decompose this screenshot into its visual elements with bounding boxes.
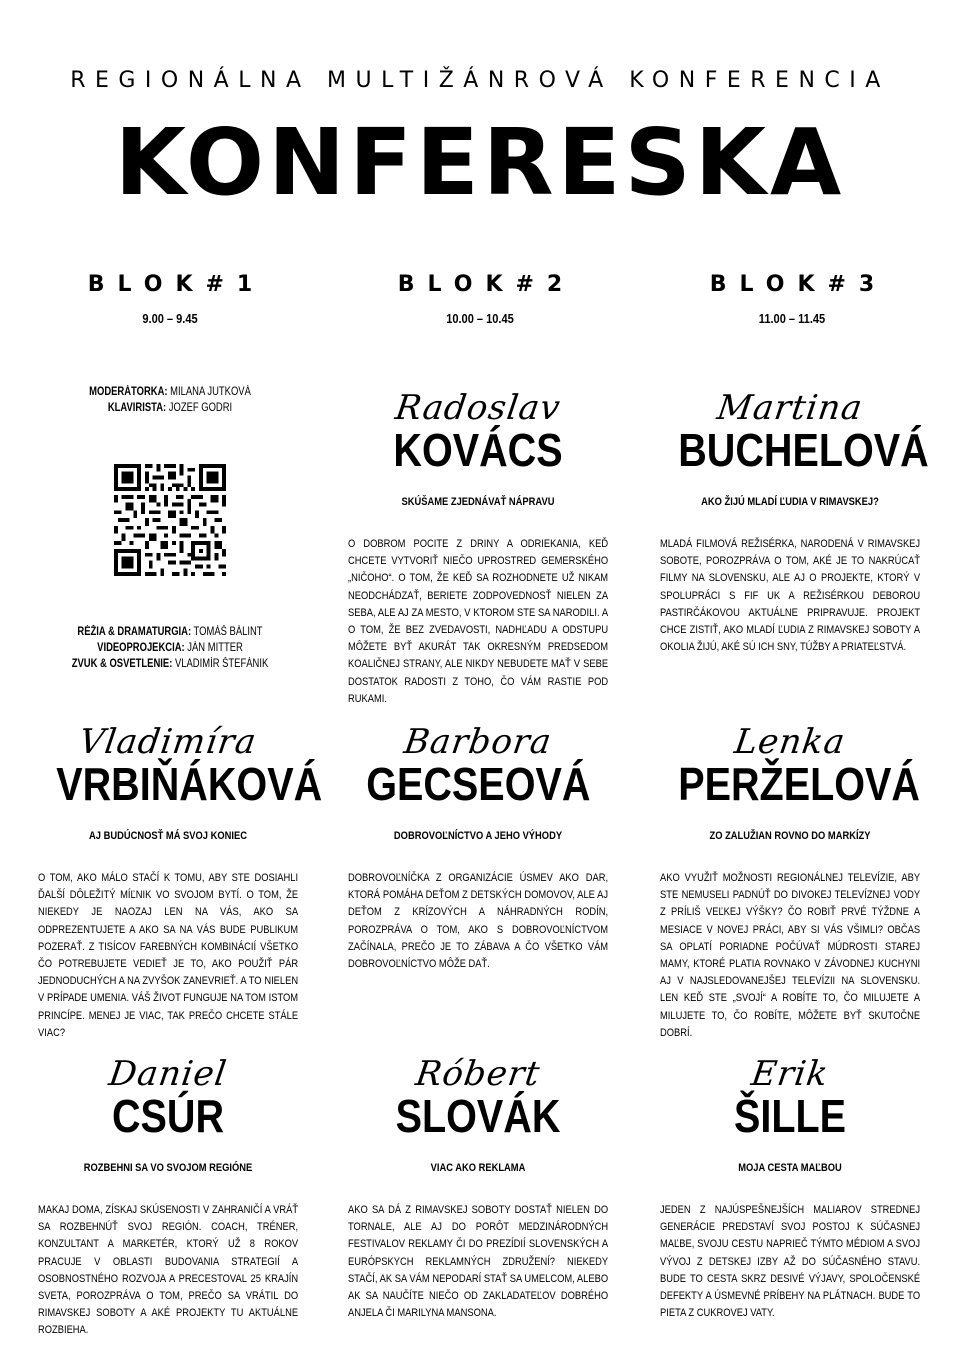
- moderator-label: MODERÁTORKA:: [89, 386, 168, 398]
- block-time: 9.00 – 9.45: [142, 311, 198, 326]
- speaker-first-name: Daniel: [106, 1054, 230, 1094]
- block-label: BLOK#2: [397, 272, 576, 297]
- moderator-name: MILANA JUTKOVÁ: [170, 386, 251, 398]
- speaker-last-name: KOVÁCS: [393, 424, 563, 476]
- speaker-last-name: BUCHELOVÁ: [678, 424, 929, 476]
- speaker-description: JEDEN Z NAJÚSPEŠNEJŠÍCH MALIAROV STREDNEJ GENERÁCIE PREDSTAVÍ SVOJ POSTOJ K SÚČASNEJ MAĽBE, SVOJU CESTU NAPRIEČ TÝMTO MÉDIOM A SVOJ VÝVOJ Z DETSKEJ IZBY AŽ DO SÚČASNÉHO STAVU. BUDE TO CESTA SKRZ DESIVÉ VÝJAVY, SPOLOČENSKÉ DEFEKTY A ÚSMEVNÉ PRÍBEHY NA PLÁTNACH. BUDE TO PIETA Z CUKROVEJ VATY.: [660, 1204, 921, 1320]
- direction-label: RÉŽIA & DRAMATURGIA:: [77, 626, 192, 638]
- direction-name: TOMÁŠ BÁLINT: [193, 626, 263, 638]
- speaker-buchelova: [660, 388, 929, 656]
- speaker-topic: ZO ZALUŽIAN ROVNO DO MARKÍZY: [709, 830, 871, 842]
- speaker-csur: [38, 1054, 298, 1340]
- speaker-topic: AJ BUDÚCNOSŤ MÁ SVOJ KONIEC: [89, 830, 247, 842]
- speaker-description: MLADÁ FILMOVÁ REŽISÉRKA, NARODENÁ V RIMAVSKEJ SOBOTE, POROZPRÁVA O TOM, AKÉ JE TO NAKRÚCAŤ FILMY NA SLOVENSKU, ALE AJ O PROJEKTE, KTORÝ V SPOLUPRÁCI S FIF UK A REŽISÉRKOU DEBOROU PASTIRČÁKOVOU AKTUÁLNE PRIPRAVUJE. PROJEKT CHCE ZISTIŤ, AKO MLADÍ ĽUDIA Z RIMAVSKEJ SOBOTY A OKOLIA ŽIJÚ, AKÉ SÚ ICH SNY, TÚŽBY A PRIATEĽSTVÁ.: [660, 538, 921, 654]
- speaker-last-name: PERŽELOVÁ: [678, 758, 920, 810]
- moderation-info: [0, 384, 340, 416]
- speaker-first-name: Martina: [714, 388, 866, 428]
- speaker-topic: AKO ŽIJÚ MLADÍ ĽUDIA V RIMAVSKEJ?: [701, 496, 879, 508]
- speaker-first-name: Radoslav: [392, 388, 564, 428]
- conference-title: KONFERESKA: [114, 109, 846, 216]
- video-label: VIDEOPROJEKCIA:: [97, 642, 185, 654]
- speaker-first-name: Róbert: [413, 1054, 543, 1094]
- block-time: 11.00 – 11.45: [758, 311, 826, 326]
- block-2-header: [320, 272, 640, 326]
- speaker-perzelova: [660, 722, 920, 1042]
- speaker-description: DOBROVOĽNÍČKA Z ORGANIZÁCIE ÚSMEV AKO DAR, KTORÁ POMÁHA DEŤOM Z DETSKÝCH DOMOVOV, ALE AJ DEŤOM Z KRÍZOVÝCH A NÁHRADNÝCH RODÍN, POROZPRÁVA O TOM, AKO S DOBROVOĽNÍCTVOM ZAČÍNALA, PREČO JE TO ZÁBAVA A ČO VŠETKO VÁM DOBROVOĽNÍCTVO MÔŽE DAŤ.: [348, 872, 609, 971]
- speaker-description: O DOBROM POCITE Z DRINY A ODRIEKANIA, KEĎ CHCETE VYTVORIŤ NIEČO UPROSTRED GEMERSKÉHO „NIČOHO“. O TOM, ŽE KEĎ SA ROZHODNETE UŽ NIKAM NEODCHÁDZAŤ, BERIETE ZODPOVEDNOSŤ NIELEN ZA SEBA, ALE AJ ZA MESTO, V KTOROM STE SA NARODILI. A O TOM, ŽE BEZ ZVEDAVOSTI, NADHĽADU A ODSTUPU MÔŽETE BYŤ AKURÁT TAK OKRESNÝM PREDSEDOM KOALIČNEJ STRANY, ALE NIKDY NEBUDETE MAŤ V SEBE DOSTATOK RADOSTI Z TOHO, ČO VÁM RASTIE POD RUKAMI.: [348, 538, 609, 705]
- sound-label: ZVUK & OSVETLENIE:: [71, 658, 173, 670]
- speaker-last-name: VRBIŇÁKOVÁ: [56, 758, 323, 810]
- speaker-slovak: [348, 1054, 608, 1322]
- speaker-description: MAKAJ DOMA, ZÍSKAJ SKÚSENOSTI V ZAHRANIČÍ A VRÁŤ SA ROZBEHNÚŤ SVOJ REGIÓN. COACH, TRÉNER, KONZULTANT A MARKETÉR, KTORÝ UŽ 8 ROKOV PRACUJE V OBLASTI BUDOVANIA STRATEGIÍ A OSOBNOSTNÉHO ROZVOJA A PRECESTOVAL 25 KRAJÍN SVETA, POROZPRÁVA O TOM, PREČO SA VRÁTIL DO RIMAVSKEJ SOBOTY A AKÉ PROJEKTY TU AKTUÁLNE ROZBIEHA.: [38, 1204, 299, 1337]
- speaker-first-name: Lenka: [731, 722, 849, 762]
- speaker-last-name: CSÚR: [111, 1090, 225, 1142]
- speaker-gecseova: [348, 722, 608, 973]
- speaker-description: O TOM, AKO MÁLO STAČÍ K TOMU, ABY STE DOSIAHLI ĎALŠÍ DÔLEŽITÝ MÍĽNIK VO SVOJOM BYTÍ. O TOM, ŽE NIEKEDY JE NAOZAJ LEN NA VÁS, AKO SA ODPREZENTUJETE A AKO SA NA VÁS BUDE PUBLIKUM POZERAŤ. Z TISÍCOV FAREBNÝCH KOMBINÁCIÍ VŠETKO ČO POTREBUJETE VEDIEŤ JE TO, AKO POUŽIŤ PÁR JEDNODUCHÝCH A NA ZVYŠOK ZANEVRIEŤ. A TO NIELEN V PRÍPADE UMENIA. VÁŠ ŽIVOT FUNGUJE NA TOM ISTOM PRINCÍPE. MENEJ JE VIAC, TAK PREČO CHCETE STÁLE VIAC?: [38, 872, 299, 1039]
- block-1-header: [10, 272, 330, 326]
- speaker-topic: MOJA CESTA MAĽBOU: [738, 1162, 842, 1174]
- speaker-description: AKO SA DÁ Z RIMAVSKEJ SOBOTY DOSTAŤ NIELEN DO TORNALE, ALE AJ DO PORÔT MEDZINÁRODNÝCH FESTIVALOV REKLAMY ČI DO PREZÍDIÍ SLOVENSKÝCH A EURÓPSKYCH REKLAMNÝCH ZDRUŽENÍ? NIEKEDY STAČÍ, AK SA VÁM NEPODARÍ STAŤ SA UMELCOM, ALEBO AK SA NAUČÍTE NIEČO OD ZAKLADATEĽOV DOBRÉHO ANJELA ČI MARILYNA MANSONA.: [348, 1204, 609, 1320]
- qr-code-icon[interactable]: [114, 464, 226, 576]
- speaker-first-name: Vladimíra: [76, 722, 260, 762]
- pianist-label: KLAVIRISTA:: [107, 402, 167, 414]
- speaker-last-name: SLOVÁK: [395, 1090, 561, 1142]
- speaker-topic: SKÚŠAME ZJEDNÁVAŤ NÁPRAVU: [401, 496, 555, 508]
- speaker-description: AKO VYUŽIŤ MOŽNOSTI REGIONÁLNEJ TELEVÍZIE, ABY STE NEMUSELI PADNÚŤ DO DIVOKEJ TELEVÍZNEJ VODY Z PRÍLIŠ VEĽKEJ VÝŠKY? ČO ROBIŤ PRVÉ TÝŽDNE A MESIACE V NOVEJ PRÁCI, ABY SI VÁS VŠIMLI? OBČAS SA OPLATÍ PORIADNE POČÚVAŤ MÚDROSTI STAREJ MAMY, KTORÉ PLATIA ROVNAKO V ZÁVODNEJ KUCHYNI AJ V NAJSLEDOVANEJŠEJ TELEVÍZII NA SLOVENSKU. LEN KEĎ STE „SVOJÍ“ A ROBÍTE TO, ČO MILUJETE A MILUJETE TO, ČO ROBÍTE, MÔŽETE BYŤ SKUTOČNE DOBRÍ.: [660, 872, 921, 1039]
- speaker-topic: ROZBEHNI SA VO SVOJOM REGIÓNE: [83, 1162, 253, 1174]
- speaker-first-name: Barbora: [401, 722, 555, 762]
- credits-info: [0, 624, 340, 672]
- pianist-name: JOZEF GÖDRI: [168, 402, 233, 414]
- video-name: JÁN MITTER: [187, 642, 243, 654]
- conference-subtitle: REGIONÁLNA MULTIŽÁNROVÁ KONFERENCIA: [70, 68, 890, 93]
- speaker-sille: [660, 1054, 920, 1322]
- speaker-kovacs: [348, 388, 608, 708]
- block-label: BLOK#1: [87, 272, 266, 297]
- speaker-topic: VIAC AKO REKLAMA: [430, 1162, 526, 1174]
- sound-name: VLADIMÍR ŠTEFÁNIK: [174, 658, 269, 670]
- block-time: 10.00 – 10.45: [446, 311, 514, 326]
- speaker-first-name: Erik: [748, 1054, 832, 1094]
- block-3-header: [632, 272, 952, 326]
- speaker-topic: DOBROVOĽNÍCTVO A JEHO VÝHODY: [393, 830, 563, 842]
- speaker-last-name: GECSEOVÁ: [366, 758, 591, 810]
- block-label: BLOK#3: [709, 272, 888, 297]
- speaker-vrbinakova: [38, 722, 323, 1042]
- speaker-last-name: ŠILLE: [733, 1090, 847, 1142]
